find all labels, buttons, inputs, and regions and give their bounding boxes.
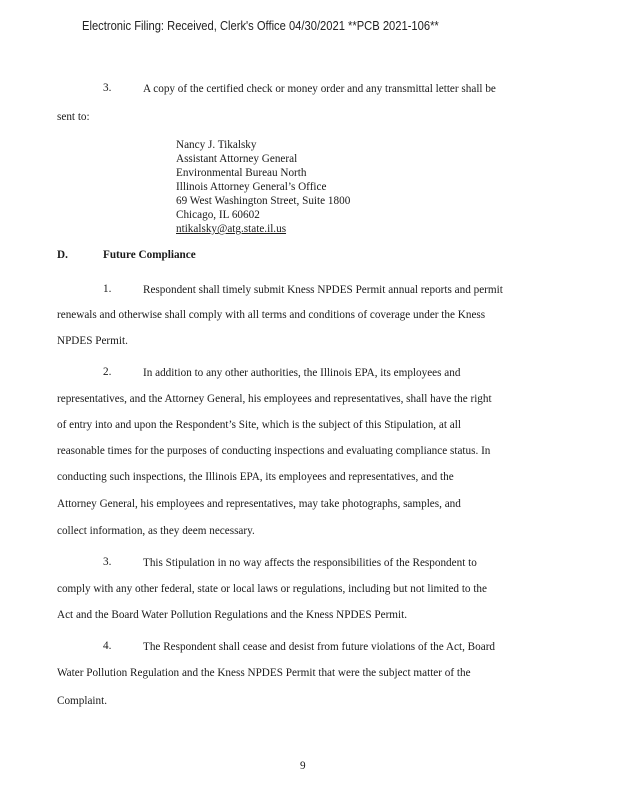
addr-title: Assistant Attorney General [176, 153, 298, 165]
fc2-line: Attorney General, his employees and representatives, may take photographs, samples, and [57, 498, 461, 510]
fc2-number: 2. [103, 366, 112, 378]
section-title: Future Compliance [103, 249, 196, 261]
fc1-line: NPDES Permit. [57, 335, 128, 347]
addr-office: Illinois Attorney General’s Office [176, 181, 327, 193]
fc4-line: Complaint. [57, 695, 108, 707]
fc3-line: This Stipulation in no way affects the responsibilities of the Respondent to [143, 557, 477, 569]
addr-city: Chicago, IL 60602 [176, 209, 260, 221]
addr-bureau: Environmental Bureau North [176, 167, 307, 179]
section-letter: D. [57, 249, 68, 261]
fc3-number: 3. [103, 556, 112, 568]
para3-line1: A copy of the certified check or money order and any transmittal letter shall be [143, 83, 496, 95]
filing-header: Electronic Filing: Received, Clerk's Office 04/30/2021 **PCB 2021-106** [82, 18, 439, 33]
fc2-line: In addition to any other authorities, the Illinois EPA, its employees and [143, 367, 461, 379]
page-number: 9 [300, 760, 306, 772]
fc2-line: of entry into and upon the Respondent’s Site, which is the subject of this Stipulation, at all [57, 419, 461, 431]
fc3-line: comply with any other federal, state or local laws or regulations, including but not limited to the [57, 583, 487, 595]
para3-line2: sent to: [57, 111, 90, 123]
fc2-line: conducting such inspections, the Illinois EPA, its employees and representatives, and the [57, 471, 454, 483]
fc1-line: Respondent shall timely submit Kness NPDES Permit annual reports and permit [143, 284, 503, 296]
fc2-line: reasonable times for the purposes of conducting inspections and evaluating compliance status. In [57, 445, 491, 457]
fc1-line: renewals and otherwise shall comply with all terms and conditions of coverage under the Kness [57, 309, 486, 321]
fc4-line: Water Pollution Regulation and the Kness NPDES Permit that were the subject matter of the [57, 667, 471, 679]
fc3-line: Act and the Board Water Pollution Regulations and the Kness NPDES Permit. [57, 609, 408, 621]
fc2-line: representatives, and the Attorney General, his employees and representatives, shall have the right [57, 393, 492, 405]
para3-number: 3. [103, 82, 112, 94]
fc4-number: 4. [103, 640, 112, 652]
fc4-line: The Respondent shall cease and desist from future violations of the Act, Board [143, 641, 496, 653]
address-block [176, 138, 350, 236]
fc1-number: 1. [103, 283, 112, 295]
addr-street: 69 West Washington Street, Suite 1800 [176, 195, 351, 207]
fc2-line: collect information, as they deem necessary. [57, 525, 255, 537]
addr-email-link[interactable]: ntikalsky@atg.state.il.us [176, 223, 287, 235]
addr-name: Nancy J. Tikalsky [176, 139, 257, 151]
